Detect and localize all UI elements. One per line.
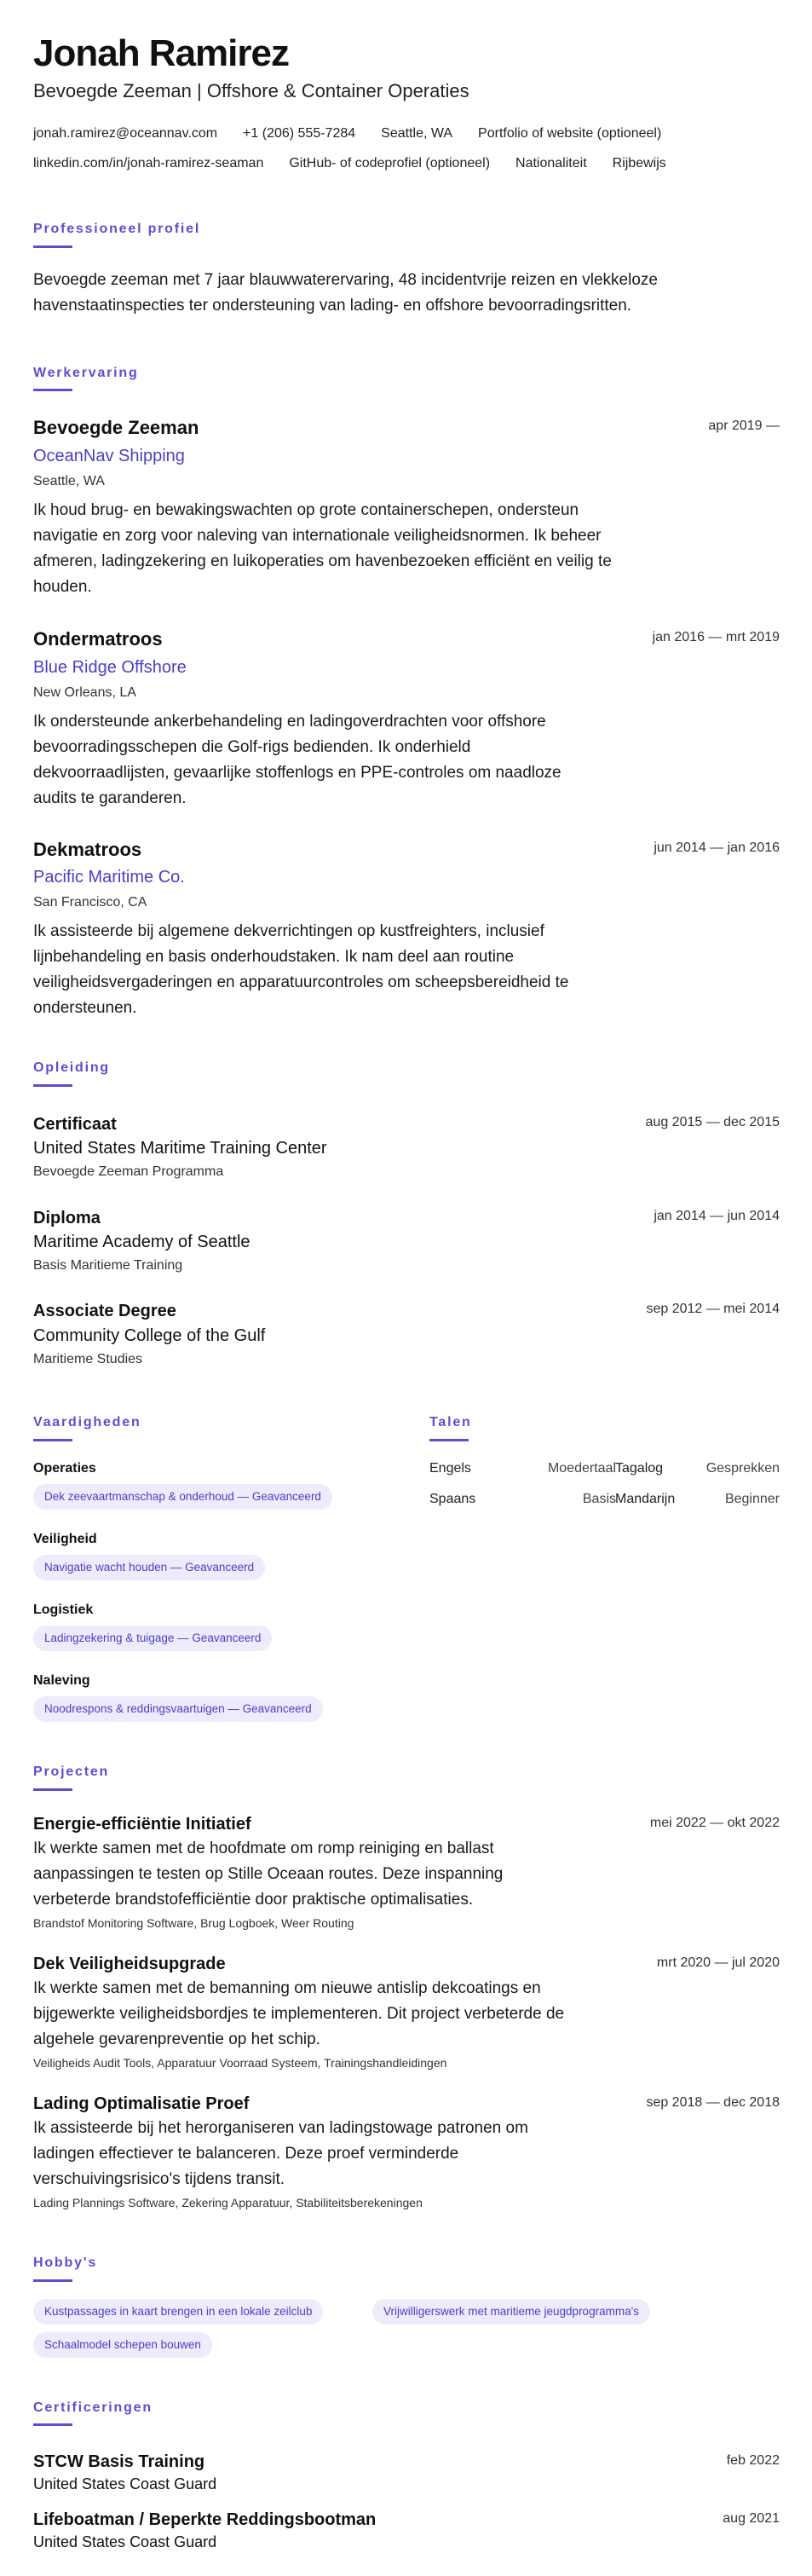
profile-text-line: Bevoegde zeeman met 7 jaar blauwwaterervaring, 48 incidentvrije reizen en vlekkeloze xyxy=(33,271,658,289)
job-title: Dekmatroos xyxy=(33,839,142,860)
skill-chip: Navigatie wacht houden — Geavanceerd xyxy=(33,1555,265,1580)
hobby-chip: Kustpassages in kaart brengen in een lokale zeilclub xyxy=(33,2299,323,2325)
section-title-projects: Projecten xyxy=(33,1765,110,1779)
profile-text-line: havenstaatinspecties ter ondersteuning van lading- en offshore bevoorradingsritten. xyxy=(33,297,632,315)
language-level: Beginner xyxy=(724,1492,780,1506)
skill-category: Veiligheid xyxy=(33,1532,97,1546)
section-title-experience: Werkervaring xyxy=(33,366,139,380)
project-name: Dek Veiligheidsupgrade xyxy=(33,1955,226,1973)
education-school: Maritime Academy of Seattle xyxy=(33,1233,251,1251)
job-description-line: ondersteunen. xyxy=(33,999,137,1017)
education-field: Basis Maritieme Training xyxy=(33,1258,183,1273)
section-rule xyxy=(429,1439,469,1441)
job-title: Bevoegde Zeeman xyxy=(33,417,199,438)
section-title-profile: Professioneel profiel xyxy=(33,222,201,236)
contact-license: Rijbewijs xyxy=(612,156,666,170)
job-description-line: Ik assisteerde bij algemene dekverrichtingen op kustfreighters, inclusief xyxy=(33,922,544,940)
contact-email[interactable]: jonah.ramirez@oceannav.com xyxy=(33,126,218,141)
education-dates: sep 2012 — mei 2014 xyxy=(646,1302,780,1316)
project-description-line: algehele gevarenpreventie op het schip. xyxy=(33,2030,320,2048)
section-rule xyxy=(33,1439,72,1441)
language-level: Moedertaal xyxy=(547,1461,616,1476)
job-description-line: lijnbehandeling en basis onderhoudstaken. Ik nam deel aan routine xyxy=(33,948,515,966)
contact-row xyxy=(33,156,692,171)
project-description xyxy=(33,1976,664,2053)
language-level: Gesprekken xyxy=(705,1461,780,1476)
job-description-line: navigatie en zorg voor naleving van internationale veiligheidsnormen. Ik beheer xyxy=(33,527,602,545)
job-description-line: dekvoorraadlijsten, gevaarlijke stoffenlogs en PPE-controles om naadloze xyxy=(33,764,561,782)
certification-date: feb 2022 xyxy=(726,2453,780,2468)
section-title-hobbies: Hobby's xyxy=(33,2255,98,2270)
section-title-education: Opleiding xyxy=(33,1060,110,1075)
certification-issuer: United States Coast Guard xyxy=(33,2533,217,2550)
education-dates: aug 2015 — dec 2015 xyxy=(645,1115,780,1129)
language-name: Engels xyxy=(429,1461,471,1476)
certification-name: Lifeboatman / Beperkte Reddingsbootman xyxy=(33,2510,377,2529)
section-rule xyxy=(33,245,72,248)
resume-page xyxy=(33,0,780,2576)
project-description-line: verschuivingsrisico's tijdens transit. xyxy=(33,2170,285,2188)
contact-nationality: Nationaliteit xyxy=(515,156,587,170)
project-description-line: verbeterde brandstofefficiëntie door praktische optimalisaties. xyxy=(33,1891,474,1909)
job-description-line: afmeren, ladingzekering en luikoperaties om havenbezoeken efficiënt en veilig te xyxy=(33,552,612,570)
hobby-chip: Schaalmodel schepen bouwen xyxy=(33,2332,212,2358)
education-school: United States Maritime Training Center xyxy=(33,1139,327,1158)
project-dates: sep 2018 — dec 2018 xyxy=(646,2095,780,2110)
candidate-headline: Bevoegde Zeeman | Offshore & Container Operaties xyxy=(33,80,469,101)
education-field: Maritieme Studies xyxy=(33,1352,143,1366)
project-dates: mei 2022 — okt 2022 xyxy=(649,1816,780,1830)
contact-linkedin[interactable]: linkedin.com/in/jonah-ramirez-seaman xyxy=(33,156,264,170)
job-company: Pacific Maritime Co. xyxy=(33,868,185,887)
certification-date: aug 2021 xyxy=(723,2511,780,2526)
job-description xyxy=(33,498,655,600)
contact-location: Seattle, WA xyxy=(381,126,453,141)
project-description-line: bijgewerkte veiligheidsbordjes te implementeren. Dit project verbeterde de xyxy=(33,2005,565,2023)
section-title-certifications: Certificeringen xyxy=(33,2400,153,2415)
contact-github[interactable]: GitHub- of codeprofiel (optioneel) xyxy=(289,156,491,170)
project-dates: mrt 2020 — jul 2020 xyxy=(656,1955,780,1970)
language-level: Basis xyxy=(582,1492,616,1506)
project-description-line: Ik werkte samen met de hoofdmate om romp reiniging en ballast xyxy=(33,1840,494,1857)
job-dates: jun 2014 — jan 2016 xyxy=(654,840,780,855)
job-description-line: Ik ondersteunde ankerbehandeling en ladingoverdrachten voor offshore xyxy=(33,713,546,731)
education-degree: Certificaat xyxy=(33,1115,117,1134)
job-location: San Francisco, CA xyxy=(33,895,147,910)
skill-chip: Ladingzekering & tuigage — Geavanceerd xyxy=(33,1626,272,1651)
job-location: Seattle, WA xyxy=(33,474,105,488)
job-company: Blue Ridge Offshore xyxy=(33,658,187,677)
project-description-line: aanpassingen te testen op Stille Oceaan routes. Deze inspanning xyxy=(33,1865,504,1883)
language-name: Spaans xyxy=(429,1492,476,1506)
project-tech: Veiligheids Audit Tools, Apparatuur Voorraad Systeem, Trainingshandleidingen xyxy=(33,2056,447,2070)
section-rule xyxy=(33,2279,72,2282)
skill-chip: Noodrespons & reddingsvaartuigen — Geavanceerd xyxy=(33,1696,323,1722)
job-dates: jan 2016 — mrt 2019 xyxy=(652,630,780,644)
job-title: Ondermatroos xyxy=(33,628,163,650)
certification-issuer: United States Coast Guard xyxy=(33,2475,217,2492)
job-location: New Orleans, LA xyxy=(33,685,136,700)
job-description xyxy=(33,709,655,811)
section-rule xyxy=(33,1084,72,1087)
skill-category: Naleving xyxy=(33,1673,90,1688)
project-description-line: Ik werkte samen met de bemanning om nieuwe antislip dekcoatings en xyxy=(33,1979,541,1997)
section-title-languages: Talen xyxy=(429,1415,472,1430)
hobby-chip: Vrijwilligerswerk met maritieme jeugdprogramma's xyxy=(372,2299,650,2325)
project-description-line: Ik assisteerde bij het herorganiseren van ladingstowage patronen om xyxy=(33,2119,528,2137)
project-description xyxy=(33,1836,664,1913)
section-title-skills: Vaardigheden xyxy=(33,1415,141,1430)
skill-category: Operaties xyxy=(33,1461,96,1476)
job-description-line: Ik houd brug- en bewakingswachten op grote containerschepen, ondersteun xyxy=(33,501,579,519)
job-description-line: audits te garanderen. xyxy=(33,789,187,807)
language-name: Tagalog xyxy=(615,1461,664,1476)
education-school: Community College of the Gulf xyxy=(33,1326,266,1345)
skill-category: Logistiek xyxy=(33,1603,94,1617)
job-company: OceanNav Shipping xyxy=(33,447,185,465)
language-name: Mandarijn xyxy=(615,1492,676,1506)
skill-chip: Dek zeevaartmanschap & onderhoud — Geavanceerd xyxy=(33,1484,332,1510)
job-description-line: veiligheidsvergaderingen en apparatuurcontroles om scheepsbereidheid te xyxy=(33,973,569,991)
project-name: Lading Optimalisatie Proef xyxy=(33,2094,250,2113)
section-rule xyxy=(33,389,72,391)
project-tech: Brandstof Monitoring Software, Brug Logboek, Weer Routing xyxy=(33,1916,354,1930)
candidate-name: Jonah Ramirez xyxy=(33,32,289,74)
contact-phone[interactable]: +1 (206) 555-7284 xyxy=(243,126,356,141)
education-field: Bevoegde Zeeman Programma xyxy=(33,1164,224,1179)
education-degree: Diploma xyxy=(33,1209,101,1227)
job-description xyxy=(33,919,655,1021)
job-description-line: bevoorradingsschepen die Golf-rigs bedienden. Ik onderhield xyxy=(33,738,471,756)
section-rule xyxy=(33,1788,72,1791)
project-description-line: ladingen effectiever te balanceren. Deze proef verminderde xyxy=(33,2145,459,2163)
project-description xyxy=(33,2116,664,2192)
section-rule xyxy=(33,2423,72,2426)
job-description-line: houden. xyxy=(33,578,92,596)
project-name: Energie-efficiëntie Initiatief xyxy=(33,1815,251,1834)
contact-portfolio[interactable]: Portfolio of website (optioneel) xyxy=(478,126,662,141)
contact-row xyxy=(33,126,687,142)
education-dates: jan 2014 — jun 2014 xyxy=(654,1209,780,1223)
certification-name: STCW Basis Training xyxy=(33,2452,205,2471)
job-dates: apr 2019 — xyxy=(708,419,780,433)
education-degree: Associate Degree xyxy=(33,1302,176,1320)
project-tech: Lading Plannings Software, Zekering Apparatuur, Stabiliteitsberekeningen xyxy=(33,2196,423,2209)
